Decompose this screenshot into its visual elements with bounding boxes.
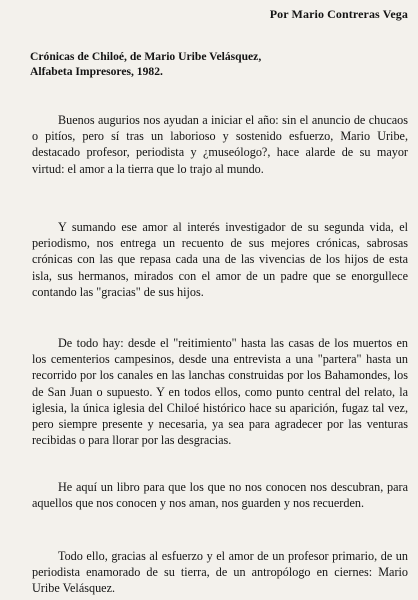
book-reference bbox=[30, 50, 408, 79]
paragraph-2: Y sumando ese amor al interés investigador de su segunda vida, el periodismo, nos entrega un recuento de sus mejores crónicas, sabrosas crónicas con las que repasa cada una de las vivencias de los hijos de esta isla, sus hermanos, mirados con el amor de un padre que se enorgullece contando las "gracias" de sus hijos. bbox=[32, 220, 408, 299]
publisher-line: Alfabeta Impresores, 1982. bbox=[30, 64, 163, 78]
paragraph-3: De todo hay: desde el "reitimiento" hasta las casas de los muertos en los cementerios campesinos, desde una entrevista a una "partera" hasta un recorrido por los canales en las lanchas construidas por los Bahamondes, los de San Juan o supuesto. Y en todos ellos, como punto central del relato, la iglesia, la única iglesia del Chiloé histórico hace su aparición, fugaz tal vez, pero siempre presente y necesaria, ya sea para agradecer por las venturas recibidas o para llorar por las desgracias. bbox=[32, 336, 408, 448]
author-byline: Por Mario Contreras Vega bbox=[269, 7, 408, 21]
paragraph-4: He aquí un libro para que los que no nos conocen nos descubran, para aquellos que nos conocen y nos aman, nos guarden y nos recuerden. bbox=[32, 480, 408, 511]
paragraph-1: Buenos augurios nos ayudan a iniciar el año: sin el anuncio de chucaos o pitíos, pero sí tras un laborioso y sostenido esfuerzo, Mario Uribe, destacado profesor, periodista y ¿museólogo?, hace alarde de su mayor virtud: el amor a la tierra que lo trajo al mundo. bbox=[32, 113, 408, 176]
book-title-line: Crónicas de Chiloé, de Mario Uribe Velásquez, bbox=[30, 50, 262, 63]
paragraph-5: Todo ello, gracias al esfuerzo y el amor de un profesor primario, de un periodista enamorado de su tierra, de un antropólogo en ciernes: Mario Uribe Velásquez. bbox=[32, 549, 408, 596]
